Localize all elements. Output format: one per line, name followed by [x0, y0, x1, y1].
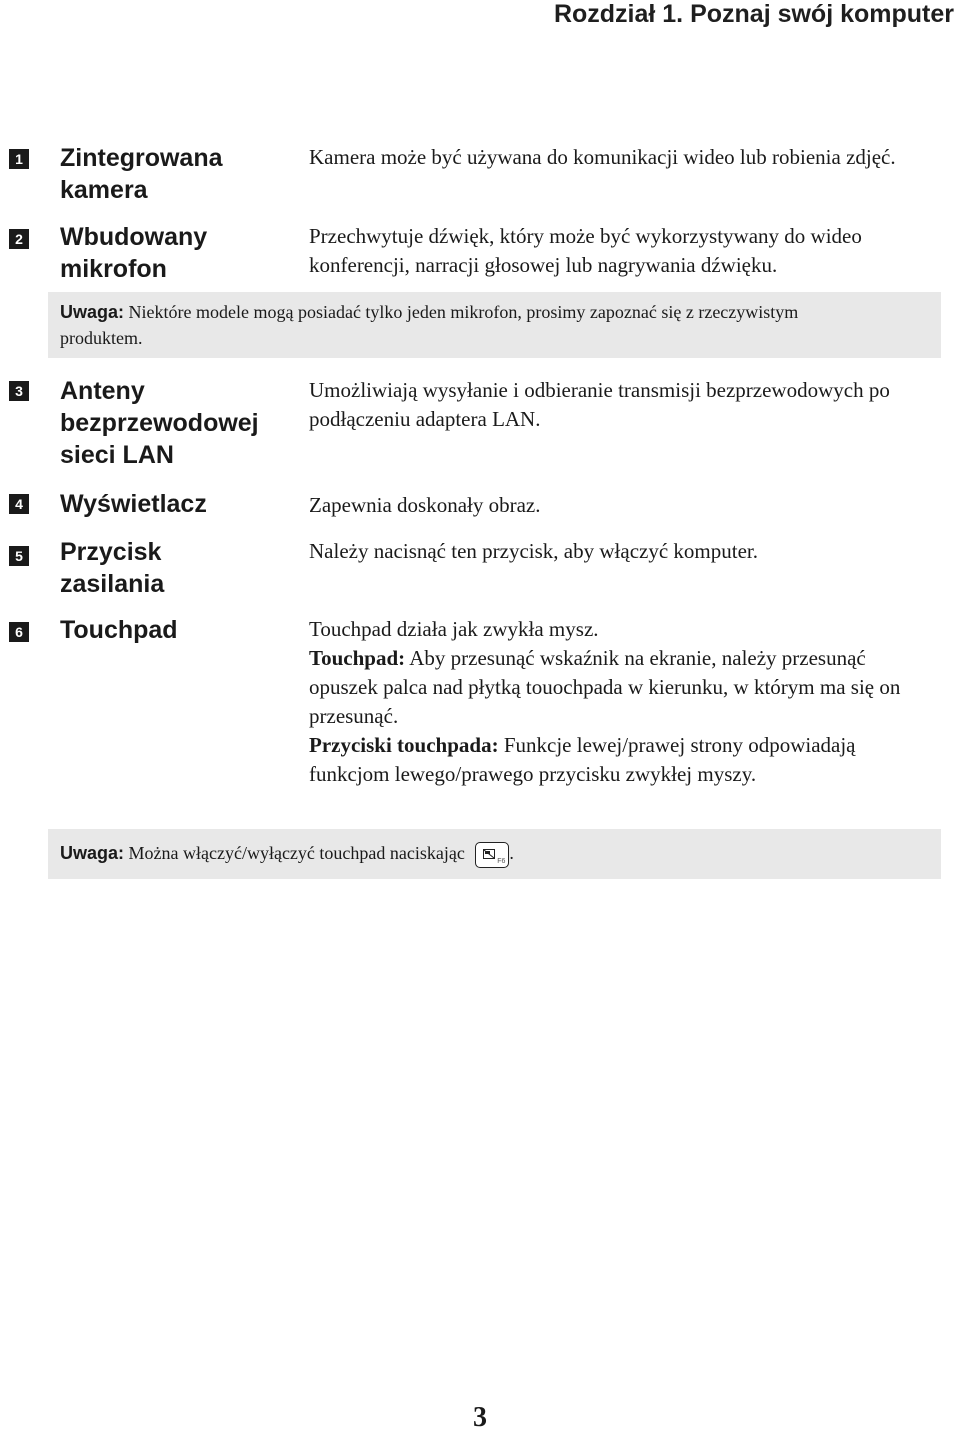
- item-description: Umożliwiają wysyłanie i odbieranie transmisji bezprzewodowych po podłączeniu adaptera LAN.: [309, 378, 890, 431]
- touchpad-buttons-label: Przyciski touchpada:: [309, 733, 499, 757]
- note-body: Można włączyć/wyłączyć touchpad naciskając: [124, 843, 470, 863]
- touchpad-intro: Touchpad działa jak zwykła mysz.: [309, 617, 599, 641]
- item-number-badge: 6: [9, 622, 29, 642]
- page-number: 3: [473, 1402, 487, 1433]
- f6-key-icon: [475, 842, 509, 868]
- note-box: [48, 829, 941, 879]
- note-text: [60, 299, 820, 351]
- touchpad-buttons: [309, 731, 939, 789]
- note-box: [48, 292, 941, 358]
- note-label: Uwaga:: [60, 302, 125, 322]
- item-term: Przycisk zasilania: [60, 538, 165, 598]
- item-number-badge: 3: [9, 381, 29, 401]
- touchpad-buttons-text: Funkcje lewej/prawej strony odpowiadają funkcjom lewego/prawego przycisku zwykłej myszy.: [309, 733, 856, 786]
- note-end: .: [509, 843, 514, 863]
- item-term: Touchpad: [60, 616, 178, 644]
- item-term: Wyświetlacz: [60, 490, 207, 518]
- item-term: Wbudowany mikrofon: [60, 223, 208, 283]
- item-number-badge: 2: [9, 229, 29, 249]
- item-term: Zintegrowana kamera: [60, 144, 223, 204]
- item-number-badge: 1: [9, 149, 29, 169]
- key-label: F6: [497, 857, 506, 865]
- chapter-header: Rozdział 1. Poznaj swój komputer: [553, 0, 954, 28]
- item-number-badge: 4: [9, 494, 29, 514]
- item-term: Anteny bezprzewodowej sieci LAN: [60, 377, 259, 469]
- item-description: Kamera może być używana do komunikacji wideo lub robienia zdjęć.: [309, 145, 896, 169]
- touchpad-usage: [309, 644, 939, 731]
- note-body: Niektóre modele mogą posiadać tylko jeden mikrofon, prosimy zapoznać się z rzeczywistym produktem.: [60, 302, 799, 348]
- item-description: Przechwytuje dźwięk, który może być wykorzystywany do wideo konferencji, narracji głosowej lub nagrywania dźwięku.: [309, 224, 862, 277]
- item-description: [309, 615, 939, 789]
- touchpad-usage-text: Aby przesunąć wskaźnik na ekranie, należy przesunąć opuszek palca nad płytką touochpada w kierunku, w którym ma się on przesunąć.: [309, 646, 901, 728]
- item-number-badge: 5: [9, 546, 29, 566]
- note-label: Uwaga:: [60, 843, 125, 863]
- note-text: [60, 840, 920, 868]
- item-description: Zapewnia doskonały obraz.: [309, 493, 541, 517]
- touchpad-usage-label: Touchpad:: [309, 646, 406, 670]
- touchpad-toggle-icon: [483, 849, 495, 859]
- item-description: Należy nacisnąć ten przycisk, aby włączyć komputer.: [309, 539, 758, 563]
